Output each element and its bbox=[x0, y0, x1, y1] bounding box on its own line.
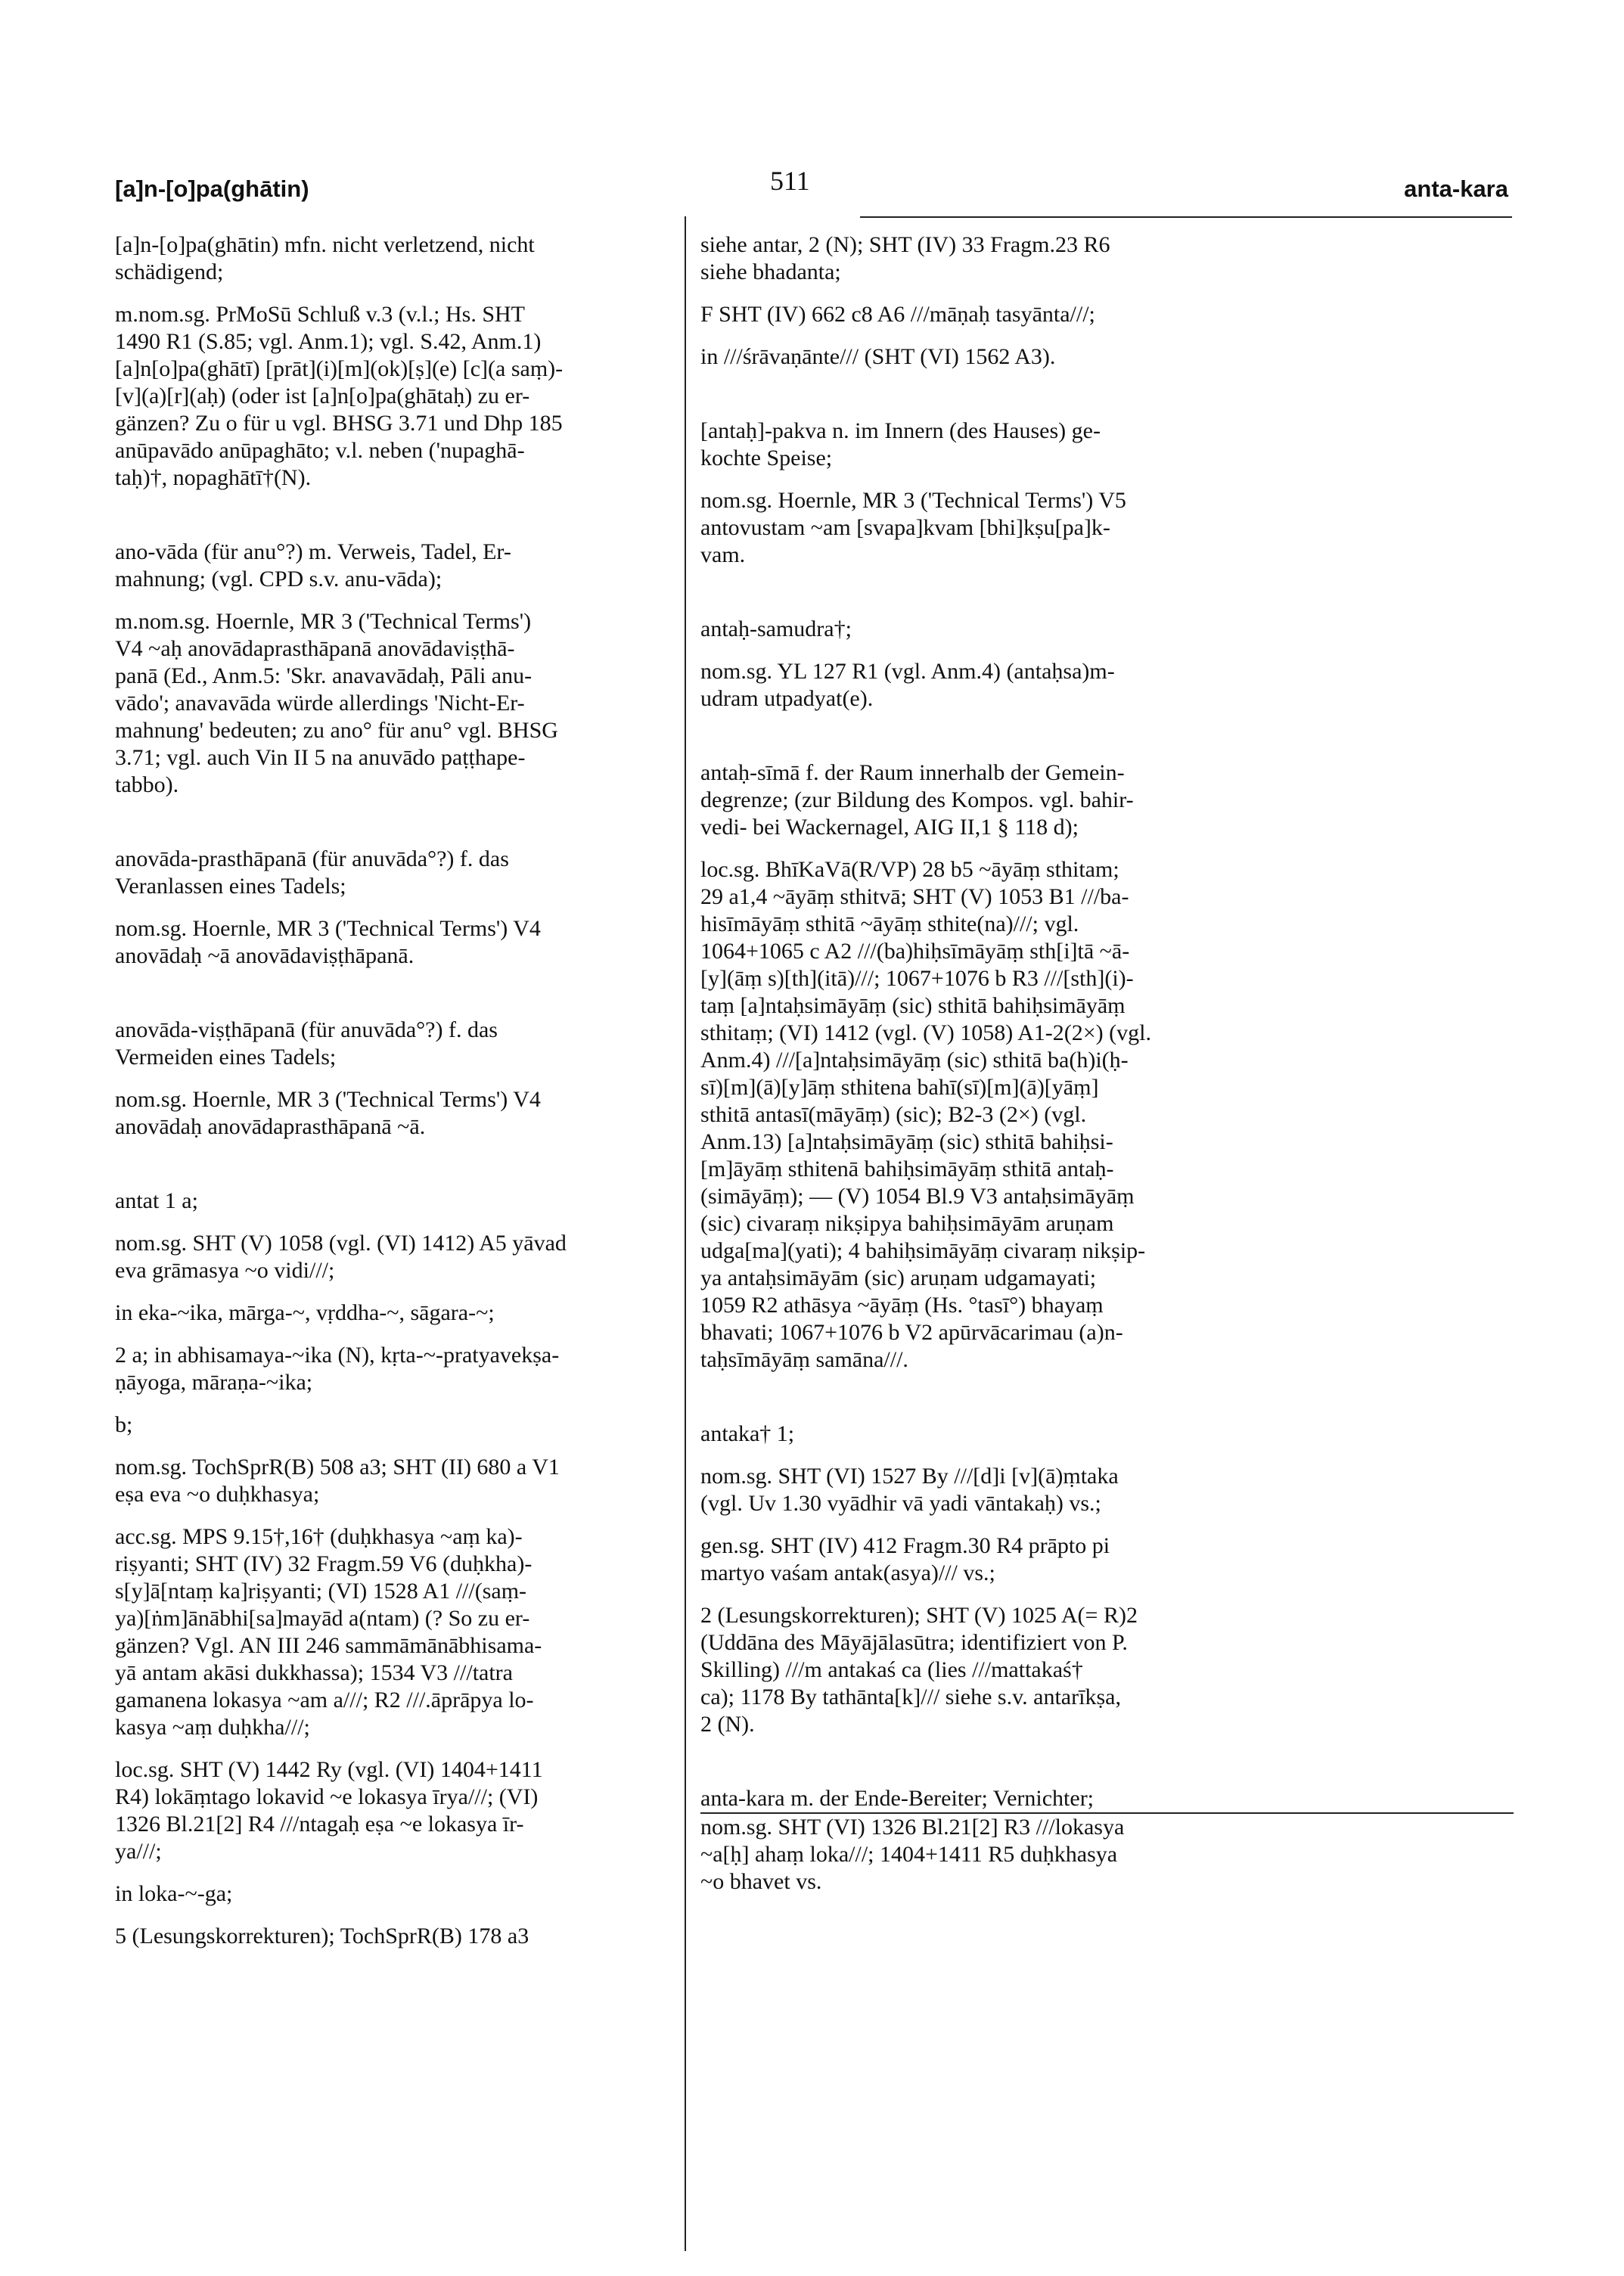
spacer bbox=[115, 970, 661, 1017]
spacer bbox=[115, 1284, 661, 1299]
text-line: 29 a1,4 ~āyāṃ sthitvā; SHT (V) 1053 B1 ///ba- bbox=[700, 884, 1129, 909]
text-line: Veranlassen eines Tadels; bbox=[115, 874, 346, 899]
text-line: Vermeiden eines Tadels; bbox=[115, 1045, 337, 1070]
text-line: taṃ [a]ntaḥsimāyāṃ (sic) sthitā bahiḥsimāyāṃ bbox=[700, 993, 1126, 1018]
text-line: [m]āyāṃ sthitenā bahiḥsimāyāṃ sthitā antaḥ- bbox=[700, 1157, 1114, 1181]
text-line: eṣa eva ~o duḥkhasya; bbox=[115, 1482, 320, 1507]
header-left-headword: [a]n-[o]pa(ghātin) bbox=[115, 175, 309, 202]
spacer bbox=[115, 1071, 661, 1086]
text-line: riṣyanti; SHT (IV) 32 Fragm.59 V6 (duḥkha)- bbox=[115, 1551, 533, 1576]
text-line: 3.71; vgl. auch Vin II 5 na anuvādo paṭṭhape- bbox=[115, 745, 526, 770]
text-line: 1490 R1 (S.85; vgl. Anm.1); vgl. S.42, Anm.1) bbox=[115, 329, 542, 354]
text-line: ~a[ḥ] ahaṃ loka///; 1404+1411 R5 duḥkhasya bbox=[700, 1842, 1118, 1867]
text-line: ca); 1178 By tathānta[k]/// siehe s.v. antarīkṣa, bbox=[700, 1684, 1121, 1709]
text-line: [v](a)[r](aḥ) (oder ist [a]n[o]pa(ghātaḥ) zu er- bbox=[115, 383, 530, 408]
running-header bbox=[115, 165, 1508, 210]
text-line: 2 (N). bbox=[700, 1712, 755, 1737]
text-line: udga[ma](yati); 4 bahiḥsimāyāṃ civaraṃ nikṣip- bbox=[700, 1238, 1146, 1263]
text-line: sī)[m](ā)[y]āṃ sthitena bahī(sī)[m](ā)[yāṃ] bbox=[700, 1075, 1099, 1100]
text-line: nom.sg. SHT (VI) 1527 By ///[d]i [v](ā)ṃtaka bbox=[700, 1464, 1119, 1489]
text-line: s[y]ā[ntaṃ ka]riṣyanti; (VI) 1528 A1 ///(saṃ- bbox=[115, 1579, 527, 1604]
text-line: gamanena lokasya ~am a///; R2 ///.āprāpya lo- bbox=[115, 1688, 534, 1712]
text-line: R4) lokāṃtago lokavid ~e lokasya īrya///; (VI) bbox=[115, 1784, 539, 1809]
spacer bbox=[115, 1396, 661, 1411]
spacer bbox=[700, 1374, 1514, 1421]
text-line: anovādaḥ ~ā anovādaviṣṭhāpanā. bbox=[115, 943, 415, 968]
text-line: siehe antar, 2 (N); SHT (IV) 33 Fragm.23 R6 bbox=[700, 232, 1110, 257]
spacer bbox=[700, 1448, 1514, 1463]
text-line: 2 a; in abhisamaya-~ika (N), kṛta-~-pratyavekṣa- bbox=[115, 1343, 560, 1368]
spacer bbox=[115, 1215, 661, 1230]
text-line: (vgl. Uv 1.30 vyādhir vā yadi vāntakaḥ) vs.; bbox=[700, 1491, 1101, 1516]
text-line: martyo vaśam antak(asya)/// vs.; bbox=[700, 1560, 995, 1585]
text-line: (simāyāṃ); — (V) 1054 Bl.9 V3 antaḥsimāyāṃ bbox=[700, 1184, 1135, 1209]
text-line: anovāda-prasthāpanā (für anuvāda°?) f. das bbox=[115, 846, 509, 871]
text-line: bhavati; 1067+1076 b V2 apūrvācarimau (a)n- bbox=[700, 1320, 1123, 1345]
page-number: 511 bbox=[770, 166, 810, 196]
text-line: 2 (Lesungskorrekturen); SHT (V) 1025 A(= R)2 bbox=[700, 1603, 1138, 1628]
spacer bbox=[115, 1865, 661, 1880]
text-line: [a]n[o]pa(ghātī) [prāt](i)[m](ok)[ṣ](e) [c](a saṃ)- bbox=[115, 356, 564, 381]
header-rule bbox=[860, 216, 1512, 218]
spacer bbox=[700, 643, 1514, 658]
text-line: ~o bhavet vs. bbox=[700, 1869, 822, 1894]
text-line: vādo'; anavavāda würde allerdings 'Nicht-Er- bbox=[115, 691, 525, 716]
text-line: antovustam ~am [svapa]kvam [bhi]kṣu[pa]k- bbox=[700, 515, 1110, 540]
text-line: gen.sg. SHT (IV) 412 Fragm.30 R4 prāpto pi bbox=[700, 1533, 1110, 1558]
text-line: vam. bbox=[700, 542, 746, 567]
spacer bbox=[700, 1517, 1514, 1532]
spacer bbox=[700, 371, 1514, 418]
spacer bbox=[115, 1741, 661, 1756]
text-line: ya///; bbox=[115, 1839, 162, 1864]
text-line: siehe bhadanta; bbox=[700, 259, 841, 284]
text-line: [y](āṃ s)[th](itā)///; 1067+1076 b R3 ///[sth](i)- bbox=[700, 966, 1134, 991]
text-line: nom.sg. TochSprR(B) 508 a3; SHT (II) 680 a V1 bbox=[115, 1455, 560, 1480]
text-line: ano-vāda (für anu°?) m. Verweis, Tadel, Er- bbox=[115, 539, 511, 564]
text-line: anovādaḥ anovādaprasthāpanā ~ā. bbox=[115, 1114, 426, 1139]
text-line: eva grāmasya ~o vidi///; bbox=[115, 1258, 335, 1283]
text-line: Anm.13) [a]ntaḥsimāyāṃ (sic) sthitā bahiḥsi- bbox=[700, 1129, 1113, 1154]
text-line: vedi- bei Wackernagel, AIG II,1 § 118 d); bbox=[700, 815, 1079, 840]
column-divider bbox=[685, 216, 687, 2251]
text-line: in ///śrāvaṇānte/// (SHT (VI) 1562 A3). bbox=[700, 344, 1056, 369]
text-line: m.nom.sg. Hoernle, MR 3 ('Technical Terms') bbox=[115, 609, 532, 634]
left-column bbox=[115, 231, 661, 1950]
text-line: (Uddāna des Māyājālasūtra; identifiziert von P. bbox=[700, 1630, 1128, 1655]
text-line: udram utpadyat(e). bbox=[700, 686, 874, 711]
text-line: ya antaḥsimāyām (sic) aruṇam udgamayati; bbox=[700, 1265, 1097, 1290]
text-line: yā antam akāsi dukkhassa); 1534 V3 ///tatra bbox=[115, 1660, 513, 1685]
text-line: in eka-~ika, mārga-~, vṛddha-~, sāgara-~; bbox=[115, 1300, 495, 1325]
text-line: nom.sg. Hoernle, MR 3 ('Technical Terms') V4 bbox=[115, 1087, 541, 1112]
text-line: nom.sg. SHT (VI) 1326 Bl.21[2] R3 ///lokasya bbox=[700, 1815, 1125, 1840]
text-line: tabbo). bbox=[115, 772, 179, 797]
text-line: panā (Ed., Anm.5: 'Skr. anavavādaḥ, Pāli anu- bbox=[115, 663, 533, 688]
text-line: 1059 R2 athāsya ~āyāṃ (Hs. °tasī°) bhayaṃ bbox=[700, 1293, 1104, 1318]
header-right-headword: anta-kara bbox=[1404, 175, 1508, 202]
right-column bbox=[700, 231, 1514, 1896]
spacer bbox=[115, 799, 661, 846]
text-line: b; bbox=[115, 1412, 133, 1437]
spacer bbox=[115, 1327, 661, 1342]
text-line: sthitaṃ; (VI) 1412 (vgl. (V) 1058) A1-2(2×) (vgl. bbox=[700, 1020, 1151, 1045]
text-line: anovāda-viṣṭhāpanā (für anuvāda°?) f. das bbox=[115, 1017, 498, 1042]
text-line: loc.sg. SHT (V) 1442 Ry (vgl. (VI) 1404+1411 bbox=[115, 1757, 543, 1782]
spacer bbox=[700, 328, 1514, 343]
text-line: [a]n-[o]pa(ghātin) mfn. nicht verletzend, nicht bbox=[115, 232, 535, 257]
text-line: taḥsīmāyāṃ samāna///. bbox=[700, 1347, 908, 1372]
text-line: schädigend; bbox=[115, 259, 224, 284]
text-line: anta-kara m. der Ende-Bereiter; Vernichter; bbox=[700, 1786, 1095, 1811]
text-line: hisīmāyāṃ sthitā ~āyāṃ sthite(na)///; vgl. bbox=[700, 911, 1079, 936]
spacer bbox=[700, 713, 1514, 759]
text-line: 1064+1065 c A2 ///(ba)hiḥsīmāyāṃ sth[i]tā ~ā- bbox=[700, 939, 1130, 964]
text-line: m.nom.sg. PrMoSū Schluß v.3 (v.l.; Hs. SHT bbox=[115, 302, 525, 327]
spacer bbox=[115, 286, 661, 301]
spacer bbox=[700, 472, 1514, 487]
text-line: in loka-~-ga; bbox=[115, 1881, 233, 1906]
text-line: gänzen? Zu o für u vgl. BHSG 3.71 und Dhp 185 bbox=[115, 411, 563, 436]
text-line: Skilling) ///m antakaś ca (lies ///mattakaś† bbox=[700, 1657, 1083, 1682]
text-line: degrenze; (zur Bildung des Kompos. vgl. bahir- bbox=[700, 787, 1134, 812]
spacer bbox=[115, 900, 661, 915]
text-line: kasya ~aṃ duḥkha///; bbox=[115, 1715, 310, 1740]
spacer bbox=[700, 1738, 1514, 1785]
text-line: V4 ~aḥ anovādaprasthāpanā anovādaviṣṭhā- bbox=[115, 636, 515, 661]
text-line: (sic) civaraṃ nikṣipya bahiḥsimāyām aruṇam bbox=[700, 1211, 1114, 1236]
text-line: mahnung; (vgl. CPD s.v. anu-vāda); bbox=[115, 567, 442, 592]
text-line: antaka† 1; bbox=[700, 1421, 795, 1446]
text-line: nom.sg. SHT (V) 1058 (vgl. (VI) 1412) A5 yāvad bbox=[115, 1231, 567, 1256]
spacer bbox=[115, 1141, 661, 1188]
text-line: acc.sg. MPS 9.15†,16† (duḥkhasya ~aṃ ka)- bbox=[115, 1524, 523, 1549]
text-line: mahnung' bedeuten; zu ano° für anu° vgl. BHSG bbox=[115, 718, 558, 743]
text-line: 5 (Lesungskorrekturen); TochSprR(B) 178 a3 bbox=[115, 1924, 529, 1948]
spacer bbox=[115, 1508, 661, 1523]
text-line: kochte Speise; bbox=[700, 446, 833, 470]
text-line: ṇāyoga, māraṇa-~ika; bbox=[115, 1370, 313, 1395]
text-line: antaḥ-sīmā f. der Raum innerhalb der Gemein- bbox=[700, 760, 1125, 785]
text-line: loc.sg. BhīKaVā(R/VP) 28 b5 ~āyāṃ sthitam; bbox=[700, 857, 1119, 882]
text-line: antaḥ-samudra†; bbox=[700, 616, 852, 641]
text-line: anūpavādo anūpaghāto; v.l. neben ('nupaghā- bbox=[115, 438, 525, 463]
text-line: sthitā antasī(māyāṃ) (sic); B2-3 (2×) (vgl. bbox=[700, 1102, 1087, 1127]
text-line: 1326 Bl.21[2] R4 ///ntagaḥ eṣa ~e lokasya īr- bbox=[115, 1812, 524, 1837]
spacer bbox=[700, 841, 1514, 856]
text-line: F SHT (IV) 662 c8 A6 ///māṇaḥ tasyānta///; bbox=[700, 302, 1095, 327]
spacer bbox=[115, 1908, 661, 1923]
text-line: nom.sg. Hoernle, MR 3 ('Technical Terms') V4 bbox=[115, 916, 541, 941]
spacer bbox=[115, 492, 661, 539]
spacer bbox=[700, 569, 1514, 616]
text-line: nom.sg. Hoernle, MR 3 ('Technical Terms') V5 bbox=[700, 488, 1126, 513]
spacer bbox=[700, 286, 1514, 301]
spacer bbox=[700, 1587, 1514, 1602]
text-line: taḥ)†, nopaghātī†(N). bbox=[115, 465, 312, 490]
text-line: gänzen? Vgl. AN III 246 sammāmānābhisama- bbox=[115, 1633, 542, 1658]
text-line: nom.sg. YL 127 R1 (vgl. Anm.4) (antaḥsa)m- bbox=[700, 659, 1115, 684]
text-line: [antaḥ]-pakva n. im Innern (des Hauses) ge- bbox=[700, 418, 1101, 443]
spacer bbox=[115, 1439, 661, 1454]
text-line: antat 1 a; bbox=[115, 1188, 198, 1213]
text-line: ya)[ṅm]ānābhi[sa]mayād a(ntam) (? So zu er- bbox=[115, 1606, 530, 1631]
spacer bbox=[115, 593, 661, 608]
text-line: Anm.4) ///[a]ntaḥsimāyāṃ (sic) sthitā ba(h)i(ḥ- bbox=[700, 1048, 1129, 1073]
